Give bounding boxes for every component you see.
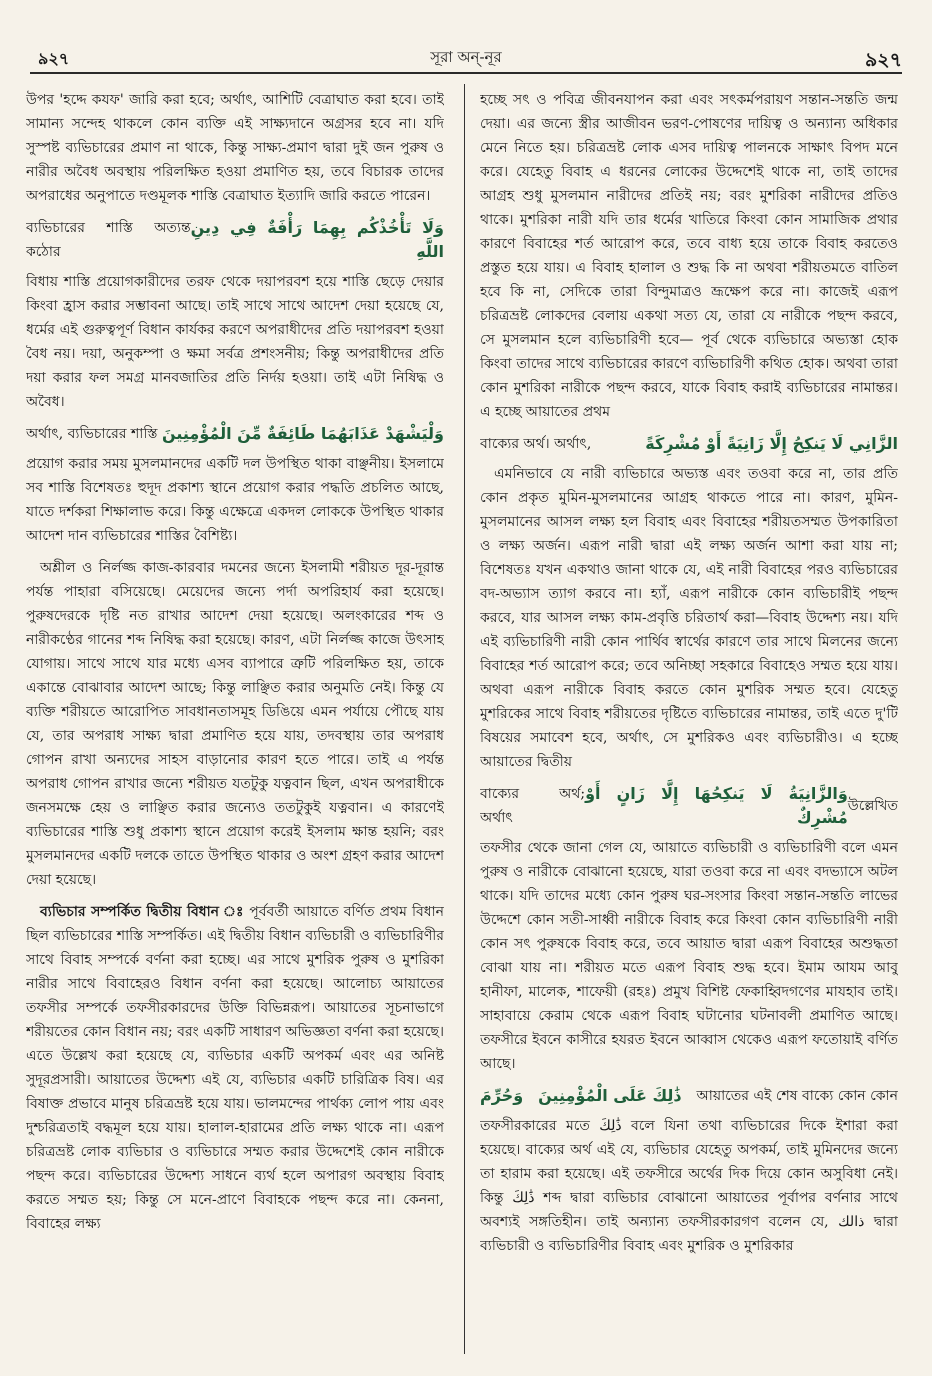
running-title: সূরা অন্-নূর (430, 48, 502, 66)
paragraph: উপর 'হদ্দে কযফ' জারি করা হবে; অর্থাৎ, আশিটি বেত্রাঘাত করা হবে। তাই সামান্য সন্দেহ থাকলে কোন ব্যক্তি এই সাক্ষ্যদানে অগ্রসর হবে না। যদি সুস্পষ্ট ব্যভিচারের প্রমাণ না থাকে, কিন্তু সাক্ষ্য-প্রমাণ দ্বারা দুই জন পুরুষ ও নারীর অবৈধ অবস্থায় পরিলক্ষিত হওয়া প্রমাণিত হয়, তবে বিচারক তাদের অপরাধের অনুপাতে দণ্ডমূলক শাস্তি বেত্রাঘাত ইত্যাদি জারি করতে পারেন। (26, 92, 444, 204)
verse-line (480, 432, 898, 456)
paragraph: তফসীর থেকে জানা গেল যে, আয়াতে ব্যভিচারী ও ব্যভিচারিণী বলে এমন পুরুষ ও নারীকে বোঝানো হয়েছে, যারা তওবা করে না এবং বদভ্যাসে অটল থাকে। যদি তাদের মধ্যে কোন পুরুষ ঘর-সংসার কিংবা সন্তান-সন্ততি লাভের উদ্দেশে কোন সতী-সাধ্বী নারীকে বিবাহ করে কিংবা কোন ব্যভিচারিণী নারী কোন সৎ পুরুষকে বিবাহ করে, তবে আয়াত দ্বারা এরূপ বিবাহের অশুদ্ধতা বোঝা যায় না। শরীয়ত মতে এরূপ বিবাহ শুদ্ধ হবে। ইমাম আযম আবু হানীফা, মালেক, শাফেয়ী (রহঃ) প্রমুখ বিশিষ্ট ফেকাহ্বিদগণের মাযহাব তাই। সাহাবায়ে কেরাম থেকে এরূপ বিবাহ ঘটানোর ঘটনাবলী প্রমাণিত আছে। তফসীরে ইবনে কাসীরে হযরত ইবনে আব্বাস থেকেও এরূপ ফতোয়াই বর্ণিত আছে। (480, 840, 898, 1072)
paragraph: হচ্ছে সৎ ও পবিত্র জীবনযাপন করা এবং সৎকর্মপরায়ণ সন্তান-সন্ততি জন্ম দেয়া। এর জন্যে স্ত্রীর আজীবন ভরণ-পোষণের দায়িত্ব ও অন্যান্য অধিকার মেনে নিতে হয়। চরিত্রভ্রষ্ট লোক এসব দায়িত্ব পালনকে সাক্ষাৎ বিপদ মনে করে। যেহেতু বিবাহ এ ধরনের লোকের উদ্দেশেই থাকে না, তাই তাদের আগ্রহ শুধু মুসলমান নারীদের প্রতিই নয়; বরং মুশরিকা নারীদের প্রতিও থাকে। মুশরিকা নারী যদি তার ধর্মের খাতিরে কিংবা কোন সামাজিক প্রথার কারণে বিবাহের শর্ত আরোপ করে, তবে বাধ্য হয়ে তাকে বিবাহ করতেও প্রস্তুত হয়ে যায়। এ বিবাহ হালাল ও শুদ্ধ কি না অথবা শরীয়তমতে বাতিল হবে কি না, সেদিকে তারা বিন্দুমাত্রও ভ্রূক্ষেপ করে না। কাজেই এরূপ চরিত্রভ্রষ্ট লোকদের বেলায় একথা সত্য যে, তারা যে নারীকে পছন্দ করবে, সে মুসলমান হলে ব্যভিচারিণী হবে— পূর্ব থেকে ব্যভিচারে অভ্যস্তা হোক কিংবা তাদের সাথে ব্যভিচারের কারণে ব্যভিচারিণী কথিত হোক। অথবা তারা কোন মুশরিকা নারীকে পছন্দ করবে, যাকে বিবাহ করাই ব্যভিচারের নামান্তর। এ হচ্ছে আয়াতের প্রথম (480, 92, 898, 420)
page-number-left: ৯২৭ (38, 49, 70, 68)
header-rule (30, 72, 902, 74)
verse-commentary: বাক্যের অর্থ। অর্থাৎ, (480, 436, 592, 452)
left-column (26, 88, 444, 1350)
arabic-verse: وَالزَّانِيَةُ لَا يَنكِحُهَا إِلَّا زَانٍ أَوْ مُشْرِكٌ (585, 784, 848, 827)
verse-line (26, 422, 444, 446)
verse-commentary: আয়াতের এই শেষ বাক্যে কোন কোন (696, 1088, 898, 1104)
paragraph: অশ্লীল ও নির্লজ্জ কাজ-কারবার দমনের জন্যে ইসলামী শরীয়ত দূর-দূরান্ত পর্যন্ত পাহারা বসিয়েছে। মেয়েদের জন্যে পর্দা অপরিহার্য করা হয়েছে। পুরুষদেরকে দৃষ্টি নত রাখার আদেশ দেয়া হয়েছে। অলংকারের শব্দ ও নারীকণ্ঠের গানের শব্দ নিষিদ্ধ করা হয়েছে। কারণ, এটা নির্লজ্জ কাজে উৎসাহ যোগায়। সাথে সাথে যার মধ্যে এসব ব্যাপারে ত্রুটি পরিলক্ষিত হয়, তাকে একান্তে বোঝাবার আদেশ আছে; কিন্তু লাঞ্ছিত করার অনুমতি নেই। কিন্তু যে ব্যক্তি শরীয়তে আরোপিত সাবধানতাসমূহ ডিঙিয়ে এমন পর্যায়ে পৌছে যায় যে, তার অপরাধ সাক্ষ্য দ্বারা প্রমাণিত হয়ে যায়, তদবস্থায় তার অপরাধ গোপন রাখা অন্যদের সাহস বাড়ানোর কারণ হতে পারে। তাই এ পর্যন্ত অপরাধ গোপন রাখার জন্যে শরীয়ত যতটুকু যত্নবান ছিল, এখন অপরাধীকে জনসমক্ষে হেয় ও লাঞ্ছিত করার জন্যেও ততটুকুই যত্নবান। এ কারণেই ব্যভিচারের শাস্তি শুধু প্রকাশ্য স্থানে প্রয়োগ করেই ইসলাম ক্ষান্ত হয়নি; বরং মুসলমানদের একটি দলকে তাতে উপস্থিত থাকার ও অংশ গ্রহণ করার আদেশ দেয়া হয়েছে। (26, 560, 444, 888)
arabic-verse: وَلْيَشْهَدْ عَذَابَهُمَا طَائِفَةٌ مِّنَ الْمُؤْمِنِينَ (161, 424, 444, 443)
verse-commentary: উল্লেখিত (847, 798, 898, 814)
right-column (480, 88, 898, 1350)
paragraph: তফসীরকারের মতে ذَٰلِكَ বলে যিনা তথা ব্যভিচারের দিকে ইশারা করা হয়েছে। বাক্যের অর্থ এই যে, ব্যভিচার যেহেতু অপকর্ম, তাই মুমিনদের জন্যে তা হারাম করা হয়েছে। এই তফসীরে অর্থের দিক দিয়ে কোন অসুবিধা নেই। কিন্তু ذَٰلِكَ শব্দ দ্বারা ব্যভিচার বোঝানো আয়াতের পূর্বাপর বর্ণনার সাথে অবশ্যই সঙ্গতিহীন। তাই অন্যান্য তফসীরকারগণ বলেন যে, ذالك দ্বারা ব্যভিচারী ও ব্যভিচারিণীর বিবাহ এবং মুশরিক ও মুশরিকার (480, 1118, 898, 1254)
paragraph: এমনিভাবে যে নারী ব্যভিচারে অভ্যস্ত এবং তওবা করে না, তার প্রতি কোন প্রকৃত মুমিন-মুসলমানের আগ্রহ থাকতে পারে না। কারণ, মুমিন-মুসলমানের আসল লক্ষ্য হল বিবাহ এবং বিবাহের শরীয়তসম্মত উপকারিতা ও লক্ষ্য অর্জন। এরূপ নারী দ্বারা এই লক্ষ্য অর্জন আশা করা যায় না; বিশেষতঃ যখন একথাও জানা থাকে যে, এই নারী বিবাহের পরও ব্যভিচারের বদ-অভ্যাস ত্যাগ করবে না। হ্যাঁ, এরূপ নারীকে কোন ব্যভিচারীই পছন্দ করবে, যার আসল লক্ষ্য কাম-প্রবৃত্তি চরিতার্থ করা—বিবাহ উদ্দেশ্য নয়। যদি এই ব্যভিচারিণী নারী কোন পার্থিব স্বার্থের কারণে তার সাথে মিলনের জন্যে বিবাহের শর্ত আরোপ করে; তবে অনিচ্ছা সহকারে বিবাহেও সম্মত হয়ে যায়। অথবা এরূপ নারীকে বিবাহ করতে কোন মুশরিক সম্মত হবে। যেহেতু মুশরিকের সাথে বিবাহ শরীয়তের দৃষ্টিতে ব্যভিচারের নামান্তর, তাই এতে দু'টি বিষয়ের সমাবেশ হবে, অর্থাৎ, সে মুশরিকও এবং ব্যভিচারীও। এ হচ্ছে আয়াতের দ্বিতীয় (480, 466, 898, 770)
paragraph: প্রয়োগ করার সময় মুসলমানদের একটি দল উপস্থিত থাকা বাঞ্ছনীয়। ইসলামে সব শাস্তি বিশেষতঃ হুদূদ প্রকাশ্য স্থানে প্রয়োগ করার পদ্ধতি প্রচলিত আছে, যাতে দর্শকরা শিক্ষালাভ করে। কিন্তু এক্ষেত্রে একদল লোককে উপস্থিত থাকার আদেশ দান ব্যভিচারের শাস্তির বৈশিষ্ট্য। (26, 456, 444, 544)
column-divider (464, 84, 465, 1354)
arabic-verse: وَحُرِّمَ (480, 1086, 524, 1105)
paragraph (26, 900, 444, 1236)
arabic-verse: الزَّانِي لَا يَنكِحُ إِلَّا زَانِيَةً أَوْ مُشْرِكَةً (645, 434, 898, 453)
verse-line (480, 1084, 898, 1108)
arabic-verse: وَلَا تَأْخُذْكُم بِهِمَا رَأْفَةٌ فِي دِينِ اللَّهِ (190, 218, 444, 261)
arabic-verse: ذَٰلِكَ عَلَى الْمُؤْمِنِينَ (538, 1086, 682, 1105)
paragraph-text: পূর্ববর্তী আয়াতে বর্ণিত প্রথম বিধান ছিল ব্যভিচারের শাস্তি সম্পর্কিত। এই দ্বিতীয় বিধান ব্যভিচারী ও ব্যভিচারিণীর সাথে বিবাহ সম্পর্কে বর্ণনা করা হচ্ছে। এর সাথে মুশরিক পুরুষ ও মুশরিকা নারীর সাথে বিবাহেরও বিধান বর্ণনা করা হয়েছে। আলোচ্য আয়াতের তফসীর সম্পর্কে তফসীরকারদের উক্তি বিভিন্নরূপ। আয়াতের সূচনাভাগে শরীয়তের কোন বিধান নয়; বরং একটি সাধারণ অভিজ্ঞতা বর্ণনা করা হয়েছে। এতে উল্লেখ করা হয়েছে যে, ব্যভিচার একটি অপকর্ম এবং এর অনিষ্ট সুদূরপ্রসারী। আয়াতের উদ্দেশ্য এই যে, ব্যভিচার একটি চারিত্রিক বিষ। এর বিষাক্ত প্রভাবে মানুষ চরিত্রভ্রষ্ট হয়ে যায়। ভালমন্দের পার্থক্য লোপ পায় এবং দুশ্চরিত্রতাই বদ্ধমূল হয়ে যায়। হালাল-হারামের প্রতি লক্ষ্য থাকে না। এরূপ চরিত্রভ্রষ্ট লোক ব্যভিচার ও ব্যভিচারে সম্মত করার উদ্দেশেই কোন নারীকে পছন্দ করে। ব্যভিচারের উদ্দেশ্য সাধনে ব্যর্থ হলে অপারগ অবস্থায় বিবাহ করতে সম্মত হয়; কিন্তু সে মনে-প্রাণে বিবাহকে পছন্দ করে না। কেননা, বিবাহের লক্ষ্য (26, 904, 444, 1232)
paragraph: বিধায় শাস্তি প্রয়োগকারীদের তরফ থেকে দয়াপরবশ হয়ে শাস্তি ছেড়ে দেয়ার কিংবা হ্রাস করার সম্ভাবনা আছে। তাই সাথে সাথে আদেশ দেয়া হয়েছে যে, ধর্মের এই গুরুত্বপূর্ণ বিধান কার্যকর করণে অপরাধীদের প্রতি দয়াপরবশ হওয়া বৈধ নয়। দয়া, অনুকম্পা ও ক্ষমা সর্বত্র প্রশংসনীয়; কিন্তু অপরাধীদের প্রতি দয়া করার ফল সমগ্র মানবজাতির প্রতি নির্দয় হওয়া। তাই এটা নিষিদ্ধ ও অবৈধ। (26, 274, 444, 410)
page-header (30, 38, 902, 72)
verse-commentary: ব্যভিচারের শাস্তি অত্যন্ত কঠোর (26, 220, 191, 260)
verse-commentary: অর্থাৎ, ব্যভিচারের শাস্তি (26, 426, 158, 442)
section-heading: ব্যভিচার সম্পর্কিত দ্বিতীয় বিধান ঃ (40, 904, 245, 920)
verse-line (480, 782, 898, 830)
verse-commentary: বাক্যের অর্থ; অর্থাৎ (480, 786, 586, 826)
page-number-right: ৯২৭ (864, 49, 902, 71)
verse-line (26, 216, 444, 264)
